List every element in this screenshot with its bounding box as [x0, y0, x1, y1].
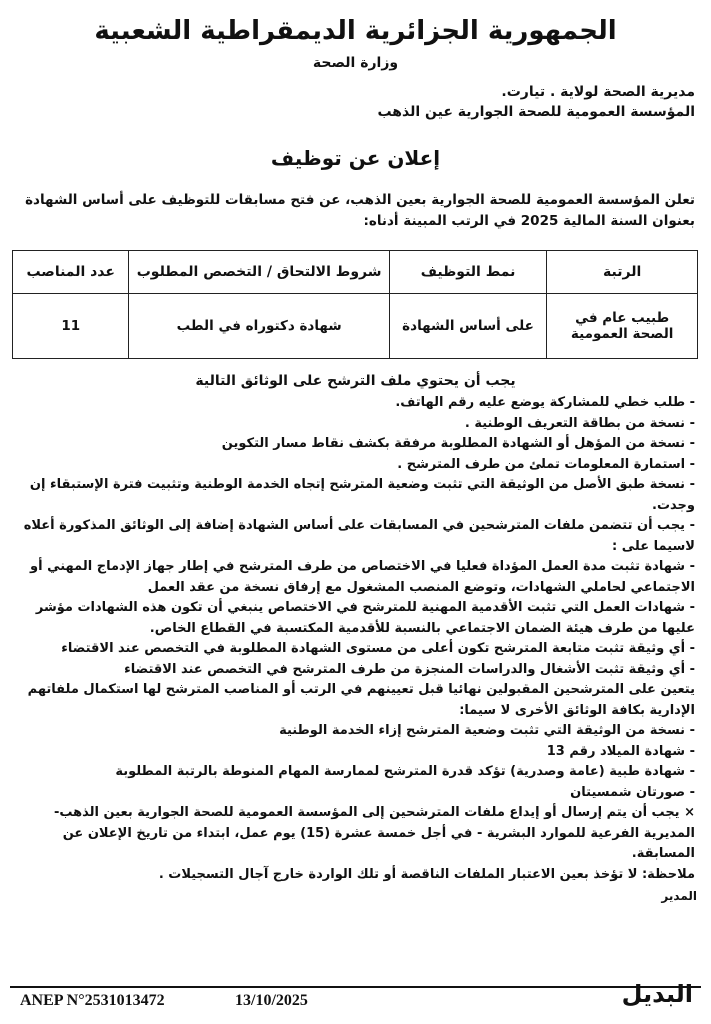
directorate-block — [12, 82, 699, 122]
list-item: - استمارة المعلومات تملئ من طرف المترشح . — [397, 456, 695, 472]
note-item: ملاحظة: لا تؤخذ بعين الاعتبار الملفات الناقصة أو تلك الواردة خارج آجال التسجيلات . — [158, 866, 695, 882]
cell-post-count: 11 — [13, 294, 129, 359]
newspaper-name: البديل — [621, 980, 693, 1008]
institution-line: المؤسسة العمومية للصحة الجوارية عين الذهب — [377, 104, 695, 120]
list-item: - نسخة من المؤهل أو الشهادة المطلوبة مرفقة بكشف نقاط مسار التكوين — [221, 436, 695, 451]
intro-line-2: بعنوان السنة المالية 2025 في الرتب المبينة أدناه: — [363, 213, 695, 229]
intro-line-1: تعلن المؤسسة العمومية للصحة الجوارية بعين الذهب، عن فتح مسابقات للتوظيف على أساس الشهادة — [25, 192, 695, 208]
directorate-line: مديرية الصحة لولاية . تيارت. — [501, 84, 695, 100]
header-grade: الرتبة — [547, 251, 698, 294]
cell-grade: طبيب عام في الصحة العمومية — [547, 294, 698, 359]
header-post-count: عدد المناصب — [13, 251, 129, 294]
cell-conditions: شهادة دكتوراه في الطب — [129, 294, 389, 359]
list-item: - شهادة طبية (عامة وصدرية) تؤكد قدرة المترشح لممارسة المهام المنوطة بالرتبة المطلوبة — [115, 764, 695, 779]
page-footer — [10, 980, 701, 1016]
list-item: - شهادات العمل التي تثبت الأقدمية المهنية للمترشح في الاختصاص ينبغي أن تكون هذه الشهادات مؤشر عليها من طرف هيئة الضمان الاجتماعي بالنسبة للأقدمية المكتسبة في القطاع الخاص. — [35, 600, 695, 636]
table-header-row — [13, 251, 698, 294]
ministry-heading: وزارة الصحة — [312, 55, 399, 71]
list-item: - نسخة من بطاقة التعريف الوطنية . — [464, 415, 695, 431]
list-item: - نسخة طبق الأصل من الوثيقة التي تثبت وضعية المترشح إتجاه الخدمة الوطنية وتثبيت فترة الإستبقاء إن وجدت. — [29, 477, 695, 513]
publication-date: 13/10/2025 — [235, 992, 308, 1009]
list-item: - أي وثيقة تثبت الأشغال والدراسات المنجزة من طرف المترشح في التخصص عند الاقتضاء — [124, 661, 695, 677]
documents-list — [12, 393, 699, 885]
requirements-title: يجب أن يحتوي ملف الترشح على الوثائق التالية — [195, 373, 516, 389]
announcement-title: إعلان عن توظيف — [270, 146, 441, 170]
header-recruitment-mode: نمط التوظيف — [389, 251, 547, 294]
list-item: - يجب أن تتضمن ملفات المترشحين في المسابقات على أساس الشهادة إضافة إلى الوثائق المذكورة أعلاه لاسيما على : — [23, 518, 695, 554]
list-item: - صورتان شمسيتان — [570, 784, 695, 800]
list-item: - أي وثيقة تثبت متابعة المترشح تكون أعلى من مستوى الشهادة المطلوبة في التخصص عند الاقتضاء — [61, 641, 695, 656]
list-item: - شهادة الميلاد رقم 13 — [546, 743, 695, 759]
list-item: × يجب أن يتم إرسال أو إيداع ملفات المترشحين إلى المؤسسة العمومية للصحة الجوارية بعين الذهب- المديرية الفرعية للموارد البشرية - في أجل خمسة عشرة (15) يوم عمل، ابتداء من تاريخ الإعلان عن المسابقة. — [53, 805, 695, 861]
list-item: - نسخة من الوثيقة التي تثبت وضعية المترشح إزاء الخدمة الوطنية — [279, 723, 695, 738]
anep-number: ANEP N°2531013472 — [20, 992, 165, 1009]
republic-heading: الجمهورية الجزائرية الديمقراطية الشعبية — [94, 16, 617, 46]
director-signature: المدير — [661, 889, 697, 903]
list-item: يتعين على المترشحين المقبولين نهائيا قبل تعيينهم في الرتب أو المناصب المترشح لها استكمال ملفاتهم الإدارية بكافة الوثائق الأخرى لا سيما: — [27, 682, 695, 718]
cell-recruitment-mode: على أساس الشهادة — [389, 294, 547, 359]
list-item: - شهادة تثبت مدة العمل المؤداة فعليا في الاختصاص من طرف المترشح في إطار جهاز الإدماج المهني أو الاجتماعي لحاملي الشهادات، وتوضع المنصب المشغول مع إرفاق نسخة من عقد العمل — [30, 559, 695, 595]
intro-paragraph — [12, 190, 699, 232]
list-item: - طلب خطي للمشاركة يوضع عليه رقم الهاتف. — [395, 395, 695, 410]
header-conditions: شروط الالتحاق / التخصص المطلوب — [129, 251, 389, 294]
table-row — [13, 294, 698, 359]
positions-table — [12, 250, 698, 359]
